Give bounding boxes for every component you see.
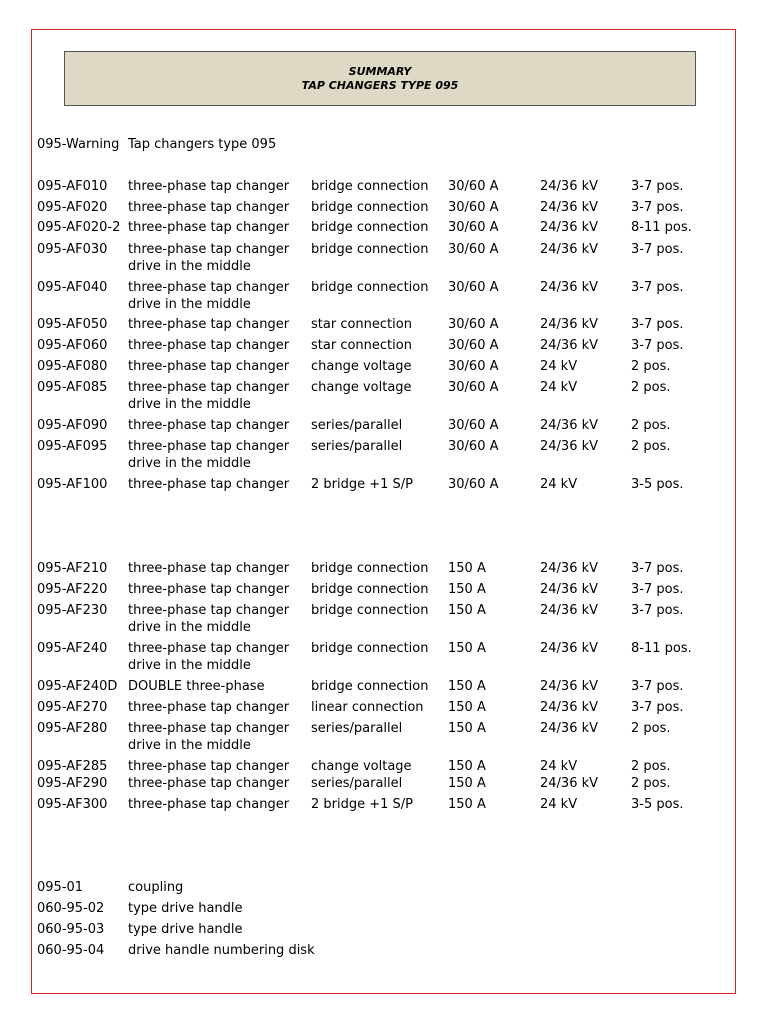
item-connection: bridge connection (311, 242, 429, 257)
item-description: three-phase tap changer (128, 641, 290, 656)
item-current: 30/60 A (448, 200, 499, 215)
item-positions: 3-7 pos. (631, 338, 684, 353)
item-positions: 8-11 pos. (631, 641, 692, 656)
item-positions: 3-7 pos. (631, 280, 684, 295)
item-code: 095-AF080 (37, 359, 108, 374)
item-current: 30/60 A (448, 380, 499, 395)
item-voltage: 24/36 kV (540, 561, 599, 576)
item-voltage: 24/36 kV (540, 721, 599, 736)
item-current: 30/60 A (448, 439, 499, 454)
item-positions: 2 pos. (631, 439, 671, 454)
item-positions: 3-7 pos. (631, 700, 684, 715)
item-current: 150 A (448, 721, 486, 736)
item-positions: 3-7 pos. (631, 603, 684, 618)
item-voltage: 24 kV (540, 759, 578, 774)
item-description: three-phase tap changer (128, 582, 290, 597)
item-current: 150 A (448, 700, 486, 715)
item-voltage: 24/36 kV (540, 439, 599, 454)
item-description: three-phase tap changer (128, 359, 290, 374)
item-positions: 3-7 pos. (631, 317, 684, 332)
item-code: 095-AF020 (37, 200, 108, 215)
item-voltage: 24 kV (540, 380, 578, 395)
item-description: three-phase tap changer (128, 338, 290, 353)
item-voltage: 24 kV (540, 359, 578, 374)
item-connection: change voltage (311, 359, 412, 374)
item-connection: 2 bridge +1 S/P (311, 477, 414, 492)
item-voltage: 24/36 kV (540, 220, 599, 235)
item-positions: 3-7 pos. (631, 179, 684, 194)
item-positions: 2 pos. (631, 721, 671, 736)
item-positions: 3-5 pos. (631, 477, 684, 492)
item-current: 30/60 A (448, 477, 499, 492)
item-current: 150 A (448, 603, 486, 618)
item-positions: 2 pos. (631, 359, 671, 374)
item-connection: bridge connection (311, 179, 429, 194)
item-voltage: 24/36 kV (540, 280, 599, 295)
item-connection: series/parallel (311, 721, 403, 736)
item-connection: change voltage (311, 759, 412, 774)
item-code: 095-AF210 (37, 561, 108, 576)
item-description-line2: drive in the middle (128, 738, 251, 753)
item-description: three-phase tap changer (128, 418, 290, 433)
item-positions: 3-7 pos. (631, 200, 684, 215)
item-current: 150 A (448, 776, 486, 791)
item-description: three-phase tap changer (128, 380, 290, 395)
item-description: type drive handle (128, 901, 243, 916)
item-description: three-phase tap changer (128, 200, 290, 215)
item-current: 30/60 A (448, 280, 499, 295)
item-voltage: 24/36 kV (540, 317, 599, 332)
item-voltage: 24/36 kV (540, 700, 599, 715)
item-positions: 3-5 pos. (631, 797, 684, 812)
item-code: 095-AF230 (37, 603, 108, 618)
item-current: 30/60 A (448, 242, 499, 257)
item-voltage: 24/36 kV (540, 338, 599, 353)
summary-header (64, 51, 696, 106)
item-code: 095-AF060 (37, 338, 108, 353)
page-title: SUMMARY (348, 65, 412, 78)
item-voltage: 24 kV (540, 477, 578, 492)
item-connection: bridge connection (311, 220, 429, 235)
item-current: 30/60 A (448, 359, 499, 374)
item-code: 095-AF010 (37, 179, 108, 194)
item-positions: 3-7 pos. (631, 582, 684, 597)
item-description: three-phase tap changer (128, 242, 290, 257)
item-current: 150 A (448, 561, 486, 576)
item-connection: bridge connection (311, 603, 429, 618)
item-connection: bridge connection (311, 200, 429, 215)
page-border (31, 29, 736, 994)
item-description: three-phase tap changer (128, 220, 290, 235)
item-connection: 2 bridge +1 S/P (311, 797, 414, 812)
item-voltage: 24/36 kV (540, 200, 599, 215)
item-code: 095-AF090 (37, 418, 108, 433)
item-description: three-phase tap changer (128, 776, 290, 791)
item-description: drive handle numbering disk (128, 943, 315, 958)
item-description: three-phase tap changer (128, 700, 290, 715)
item-voltage: 24/36 kV (540, 582, 599, 597)
item-positions: 2 pos. (631, 776, 671, 791)
item-description: DOUBLE three-phase (128, 679, 265, 694)
item-code: 095-AF100 (37, 477, 108, 492)
item-description: three-phase tap changer (128, 179, 290, 194)
item-connection: series/parallel (311, 418, 403, 433)
item-connection: star connection (311, 338, 412, 353)
item-connection: series/parallel (311, 776, 403, 791)
item-code: 095-01 (37, 880, 84, 895)
item-description-line2: drive in the middle (128, 456, 251, 471)
item-code: 060-95-03 (37, 922, 105, 937)
item-connection: bridge connection (311, 679, 429, 694)
item-description: three-phase tap changer (128, 797, 290, 812)
item-connection: bridge connection (311, 561, 429, 576)
page-subtitle: TAP CHANGERS TYPE 095 (301, 79, 459, 92)
item-positions: 2 pos. (631, 418, 671, 433)
item-connection: bridge connection (311, 280, 429, 295)
item-description: three-phase tap changer (128, 477, 290, 492)
item-code: 095-AF020-2 (37, 220, 121, 235)
item-description: three-phase tap changer (128, 317, 290, 332)
item-description-line2: drive in the middle (128, 658, 251, 673)
item-description: type drive handle (128, 922, 243, 937)
item-description-line2: drive in the middle (128, 259, 251, 274)
item-voltage: 24/36 kV (540, 603, 599, 618)
item-code: 095-AF280 (37, 721, 108, 736)
item-description: three-phase tap changer (128, 721, 290, 736)
item-description: three-phase tap changer (128, 280, 290, 295)
item-code: 095-AF220 (37, 582, 108, 597)
item-current: 150 A (448, 797, 486, 812)
item-voltage: 24/36 kV (540, 776, 599, 791)
item-positions: 2 pos. (631, 759, 671, 774)
item-connection: bridge connection (311, 582, 429, 597)
item-description: coupling (128, 880, 184, 895)
item-current: 150 A (448, 679, 486, 694)
item-current: 30/60 A (448, 220, 499, 235)
item-voltage: 24/36 kV (540, 418, 599, 433)
item-code: 095-AF085 (37, 380, 108, 395)
item-positions: 3-7 pos. (631, 679, 684, 694)
item-current: 30/60 A (448, 418, 499, 433)
item-code: 095-AF240 (37, 641, 108, 656)
item-positions: 8-11 pos. (631, 220, 692, 235)
item-code: 095-AF095 (37, 439, 108, 454)
item-connection: change voltage (311, 380, 412, 395)
item-description: three-phase tap changer (128, 439, 290, 454)
item-description-line2: drive in the middle (128, 397, 251, 412)
item-description-line2: drive in the middle (128, 620, 251, 635)
item-description: three-phase tap changer (128, 561, 290, 576)
item-description: three-phase tap changer (128, 759, 290, 774)
item-connection: star connection (311, 317, 412, 332)
item-positions: 3-7 pos. (631, 561, 684, 576)
item-voltage: 24/36 kV (540, 679, 599, 694)
item-code: 095-AF040 (37, 280, 108, 295)
item-voltage: 24/36 kV (540, 242, 599, 257)
item-voltage: 24 kV (540, 797, 578, 812)
item-positions: 3-7 pos. (631, 242, 684, 257)
item-voltage: 24/36 kV (540, 179, 599, 194)
item-code: 095-AF050 (37, 317, 108, 332)
item-code: 060-95-04 (37, 943, 105, 958)
warning-desc: Tap changers type 095 (128, 137, 277, 152)
item-code: 060-95-02 (37, 901, 105, 916)
item-voltage: 24/36 kV (540, 641, 599, 656)
item-current: 150 A (448, 641, 486, 656)
item-connection: linear connection (311, 700, 424, 715)
item-connection: bridge connection (311, 641, 429, 656)
item-code: 095-AF290 (37, 776, 108, 791)
warning-code: 095-Warning (37, 137, 120, 152)
item-current: 30/60 A (448, 338, 499, 353)
item-code: 095-AF270 (37, 700, 108, 715)
item-code: 095-AF240D (37, 679, 118, 694)
item-current: 30/60 A (448, 317, 499, 332)
item-connection: series/parallel (311, 439, 403, 454)
item-description-line2: drive in the middle (128, 297, 251, 312)
item-positions: 2 pos. (631, 380, 671, 395)
item-code: 095-AF300 (37, 797, 108, 812)
item-current: 150 A (448, 582, 486, 597)
item-code: 095-AF030 (37, 242, 108, 257)
item-current: 30/60 A (448, 179, 499, 194)
item-current: 150 A (448, 759, 486, 774)
item-description: three-phase tap changer (128, 603, 290, 618)
item-code: 095-AF285 (37, 759, 108, 774)
